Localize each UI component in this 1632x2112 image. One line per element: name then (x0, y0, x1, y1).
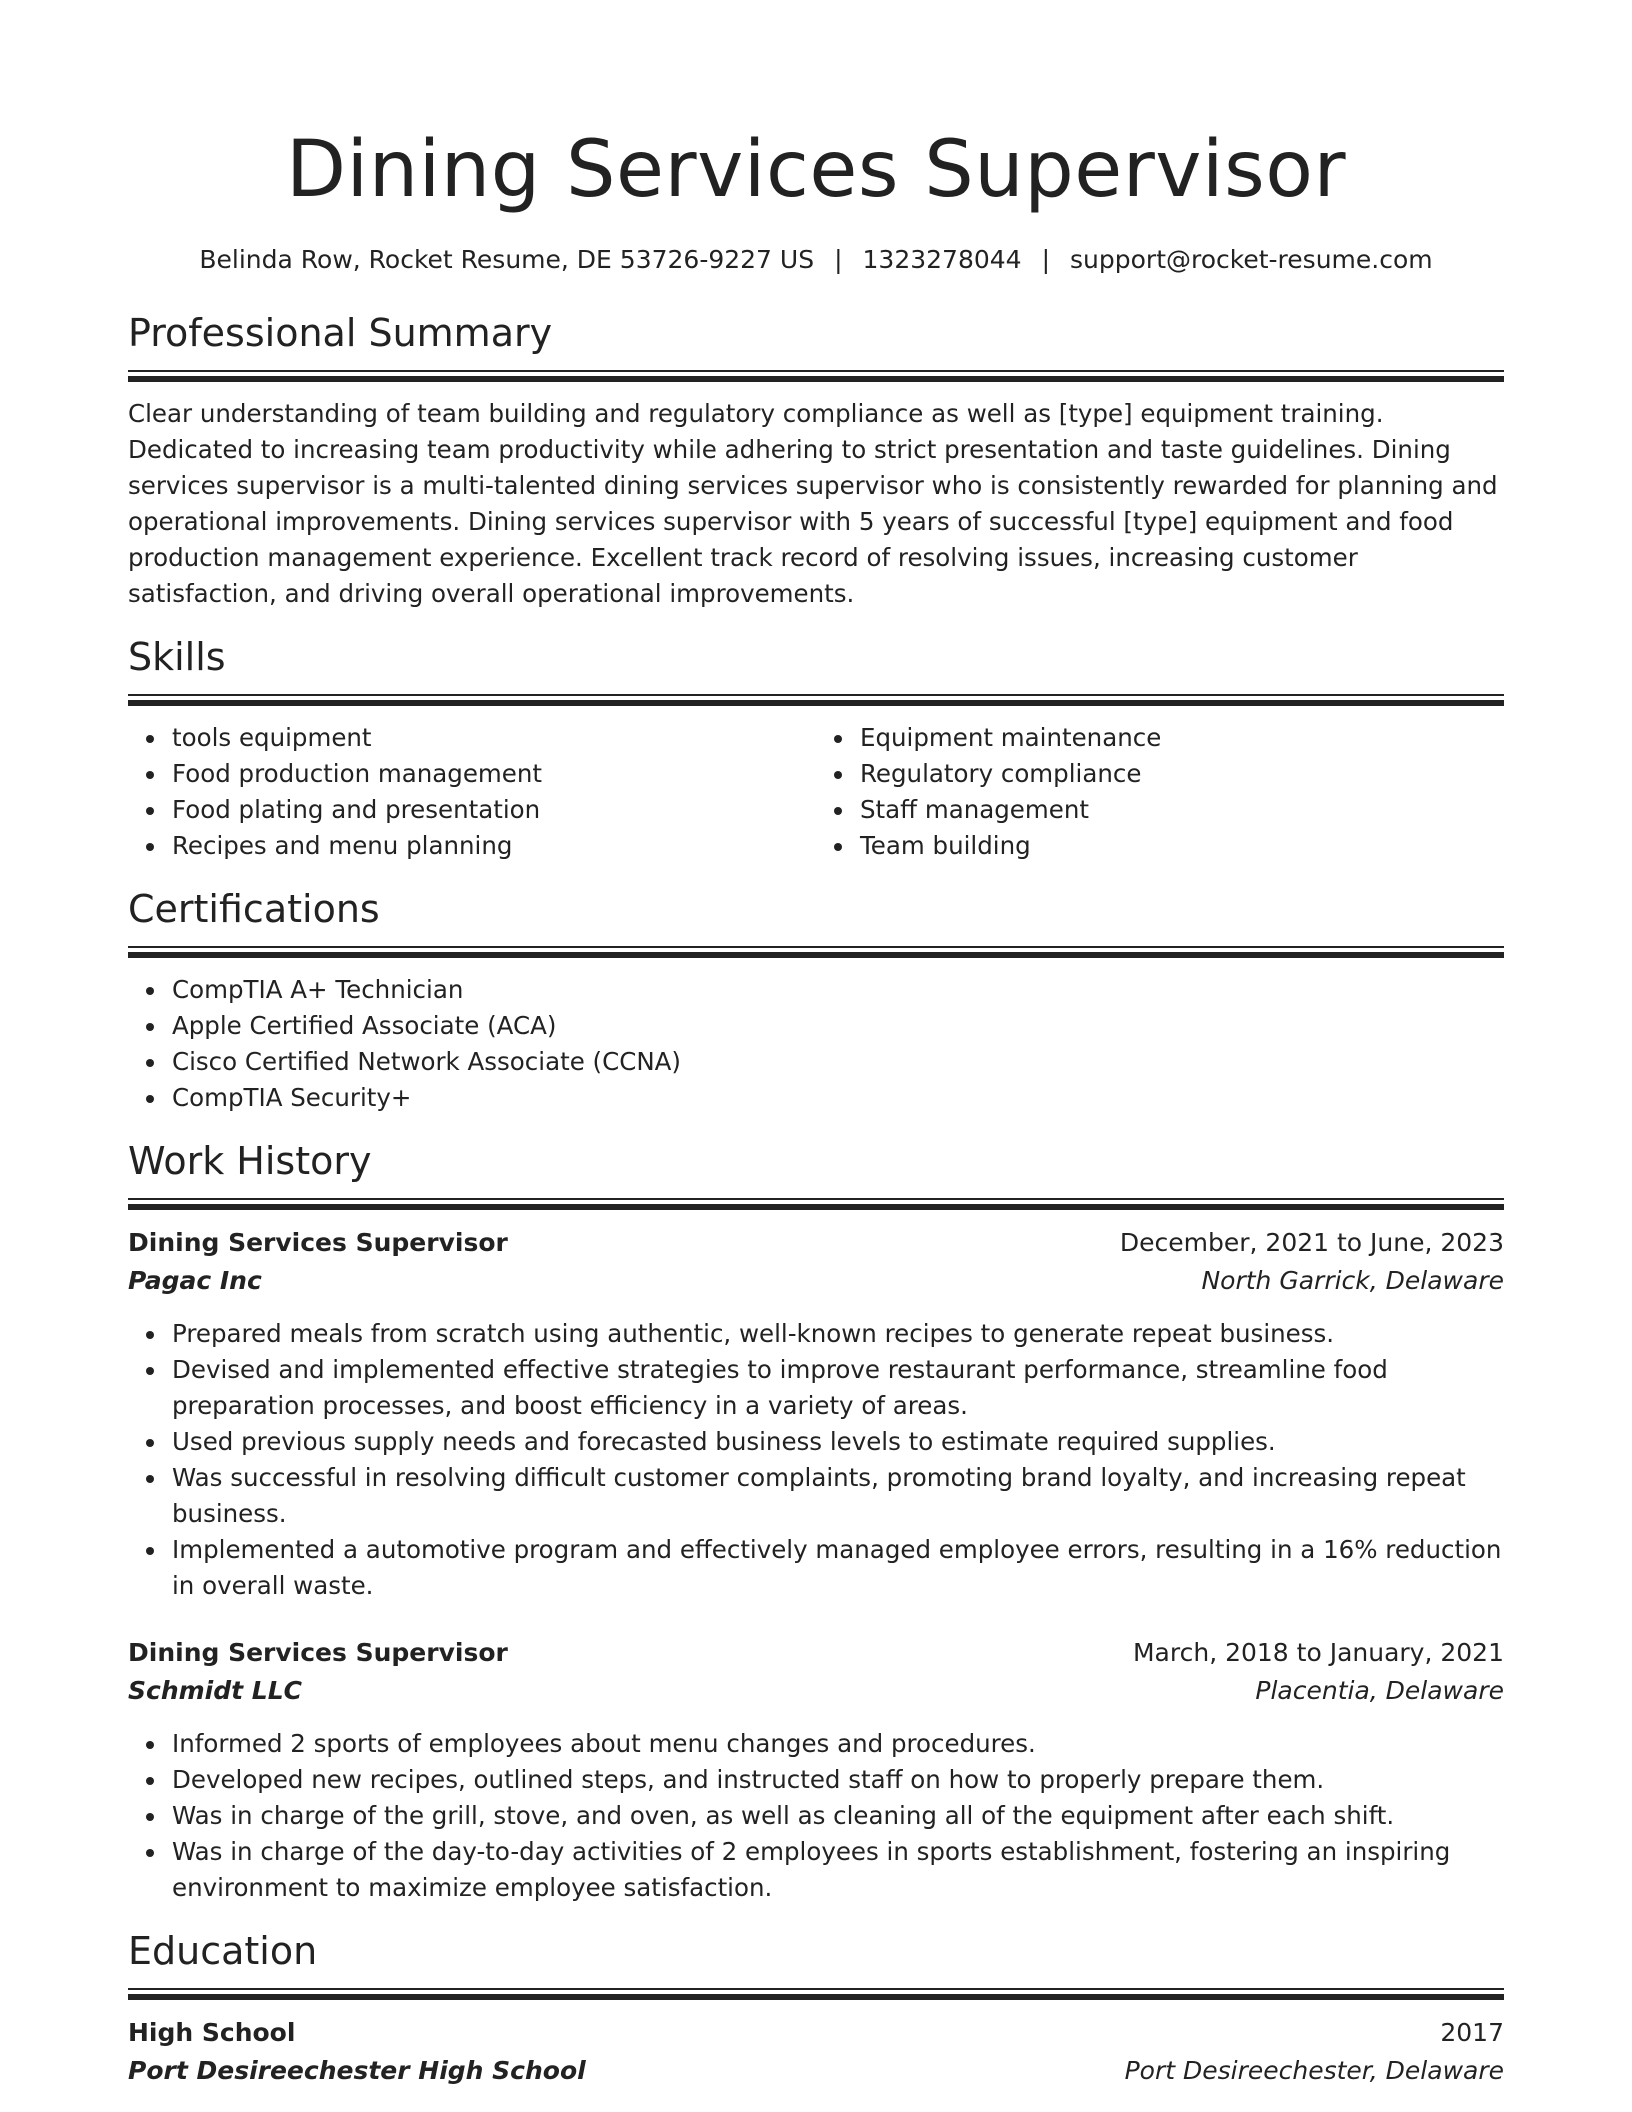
job-bullet: Implemented a automotive program and effectively managed employee errors, resulting in a 16% reduction in overall waste. (172, 1532, 1504, 1604)
education-subheader (128, 2052, 1504, 2090)
job-entry (128, 1634, 1504, 1906)
skills-list-right (816, 720, 1504, 864)
skill-item: Regulatory compliance (860, 756, 1504, 792)
job-bullets (128, 1316, 1504, 1604)
skills-grid (128, 720, 1504, 864)
job-title: Dining Services Supervisor (128, 1228, 508, 1257)
certification-item: CompTIA Security+ (172, 1080, 1504, 1116)
skills-section (128, 632, 1504, 864)
section-divider (128, 694, 1504, 706)
job-entry (128, 1224, 1504, 1604)
summary-section (128, 308, 1504, 612)
job-bullet: Was successful in resolving difficult customer complaints, promoting brand loyalty, and increasing repeat business. (172, 1460, 1504, 1532)
education-school: Port Desireechester High School (128, 2056, 586, 2085)
skill-item: tools equipment (172, 720, 816, 756)
job-bullet: Developed new recipes, outlined steps, and instructed staff on how to properly prepare them. (172, 1762, 1504, 1798)
skill-item: Equipment maintenance (860, 720, 1504, 756)
education-header (128, 2014, 1504, 2052)
job-title: Dining Services Supervisor (128, 1638, 508, 1667)
contact-line (128, 242, 1504, 278)
job-bullets (128, 1726, 1504, 1906)
job-bullet: Was in charge of the day-to-day activities of 2 employees in sports establishment, fostering an inspiring environment to maximize employee satisfaction. (172, 1834, 1504, 1906)
job-bullet: Prepared meals from scratch using authentic, well-known recipes to generate repeat business. (172, 1316, 1504, 1352)
job-location: Placentia, Delaware (1255, 1676, 1504, 1705)
work-heading: Work History (128, 1139, 372, 1183)
skill-item: Food plating and presentation (172, 792, 816, 828)
education-location: Port Desireechester, Delaware (1124, 2056, 1504, 2085)
work-section (128, 1136, 1504, 1906)
skill-item: Recipes and menu planning (172, 828, 816, 864)
skills-list-left (128, 720, 816, 864)
job-header (128, 1634, 1504, 1672)
certifications-heading: Certifications (128, 887, 380, 931)
certifications-list (128, 972, 1504, 1116)
certifications-section (128, 884, 1504, 1116)
summary-heading: Professional Summary (128, 311, 553, 355)
certification-item: CompTIA A+ Technician (172, 972, 1504, 1008)
section-divider (128, 946, 1504, 958)
certification-item: Apple Certified Associate (ACA) (172, 1008, 1504, 1044)
skill-item: Food production management (172, 756, 816, 792)
job-bullet: Informed 2 sports of employees about menu changes and procedures. (172, 1726, 1504, 1762)
contact-address: Belinda Row, Rocket Resume, DE 53726-9227 US (199, 245, 815, 274)
job-bullet: Was in charge of the grill, stove, and oven, as well as cleaning all of the equipment after each shift. (172, 1798, 1504, 1834)
skills-heading: Skills (128, 635, 226, 679)
education-section (128, 1926, 1504, 2090)
section-divider (128, 1198, 1504, 1210)
contact-phone: 1323278044 (862, 245, 1022, 274)
contact-email: support@rocket-resume.com (1070, 245, 1433, 274)
education-entry (128, 2014, 1504, 2090)
job-bullet: Used previous supply needs and forecasted business levels to estimate required supplies. (172, 1424, 1504, 1460)
job-location: North Garrick, Delaware (1201, 1266, 1504, 1295)
resume-title: Dining Services Supervisor (285, 125, 1347, 215)
skill-item: Staff management (860, 792, 1504, 828)
skill-item: Team building (860, 828, 1504, 864)
education-heading: Education (128, 1929, 318, 1973)
education-degree: High School (128, 2018, 296, 2047)
summary-text: Clear understanding of team building and regulatory compliance as well as [type] equipment training. Dedicated to increasing team productivity while adhering to strict presentation and taste guidelines. Dining services supervisor is a multi-talented dining services supervisor who is consistently rewarded for planning and operational improvements. Dining services supervisor with 5 years of successful [type] equipment and food production management experience. Excellent track record of resolving issues, increasing customer satisfaction, and driving overall operational improvements. (128, 399, 1498, 608)
job-dates: March, 2018 to January, 2021 (1132, 1638, 1504, 1667)
contact-separator: | (1041, 245, 1051, 274)
contact-separator: | (834, 245, 843, 274)
job-subheader (128, 1672, 1504, 1710)
section-divider (128, 1988, 1504, 2000)
job-company: Schmidt LLC (128, 1676, 302, 1705)
job-dates: December, 2021 to June, 2023 (1119, 1228, 1504, 1257)
section-divider (128, 370, 1504, 382)
job-company: Pagac Inc (128, 1266, 262, 1295)
job-subheader (128, 1262, 1504, 1300)
education-year: 2017 (1440, 2018, 1504, 2047)
job-header (128, 1224, 1504, 1262)
certification-item: Cisco Certified Network Associate (CCNA) (172, 1044, 1504, 1080)
job-bullet: Devised and implemented effective strategies to improve restaurant performance, streamline food preparation processes, and boost efficiency in a variety of areas. (172, 1352, 1504, 1424)
